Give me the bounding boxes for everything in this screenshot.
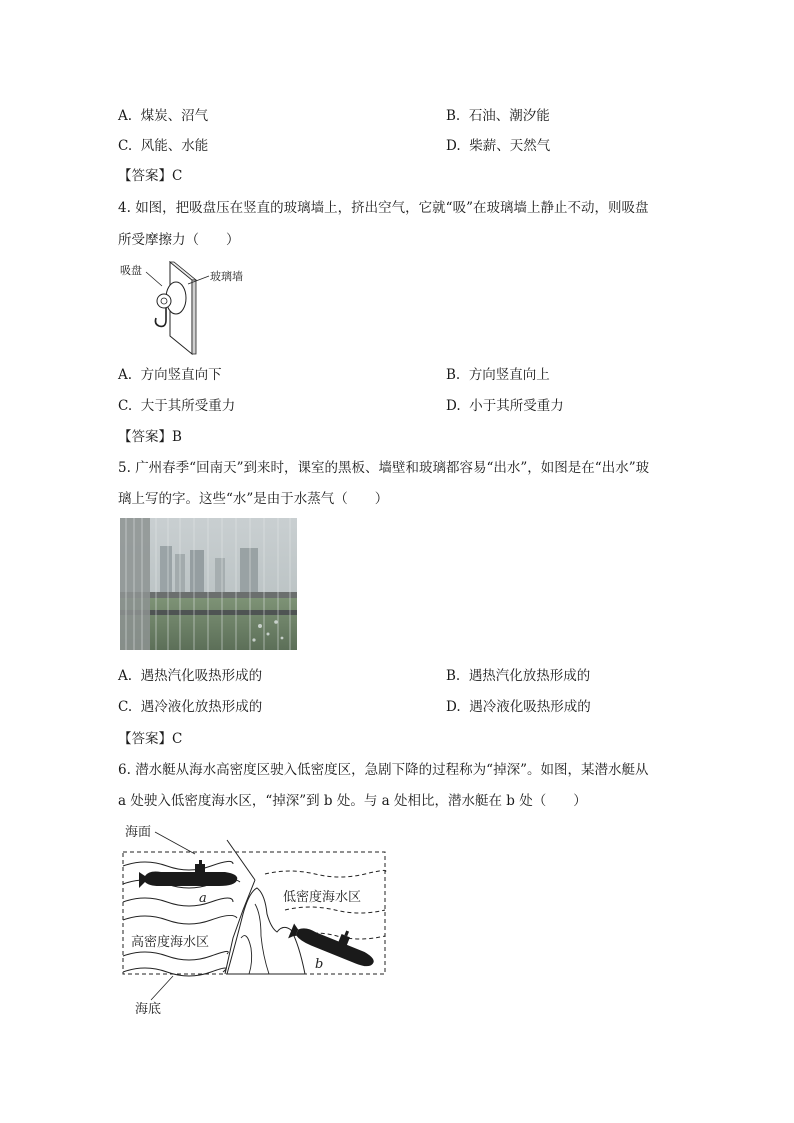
q4-option-a: A. 方向竖直向下: [118, 367, 222, 383]
q4-answer: 【答案】B: [118, 429, 182, 445]
low-density-label: 低密度海水区: [283, 890, 362, 905]
q3-option-d: D. 柴薪、天然气: [446, 138, 551, 154]
q3-option-c: C. 风能、水能: [118, 138, 209, 154]
q5-answer: 【答案】C: [118, 731, 183, 747]
q3-option-d-text: 柴薪、天然气: [469, 138, 551, 154]
suction-cup-label: 吸盘: [120, 264, 142, 277]
q4-option-c: C. 大于其所受重力: [118, 398, 236, 414]
q4-number: 4.: [118, 200, 131, 216]
q3-option-a-text: 煤炭、沼气: [140, 108, 209, 124]
glass-wall-label: 玻璃墙: [210, 270, 243, 283]
point-b-label: b: [315, 957, 324, 972]
q3-option-c-text: 风能、水能: [140, 138, 209, 154]
q5-option-c: C. 遇冷液化放热形成的: [118, 699, 263, 715]
q5-stem-line1: 5. 广州春季“回南天”到来时，课室的黑板、墙壁和玻璃都容易“出水”，如图是在“出水”玻: [118, 460, 650, 476]
q4-option-b: B. 方向竖直向上: [446, 367, 550, 383]
q4-suction-cup-figure: [116, 258, 256, 358]
point-a-label: a: [199, 891, 207, 906]
q6-stem-line2: a 处驶入低密度海水区，“掉深”到 b 处。与 a 处相比，潜水艇在 b 处（ ）: [118, 793, 587, 809]
sea-floor-label: 海底: [135, 1002, 162, 1017]
q3-option-a: A. 煤炭、沼气: [118, 108, 209, 124]
q3-answer: 【答案】C: [118, 168, 183, 184]
fogged-window-photo: [120, 518, 297, 650]
q3-option-b-text: 石油、潮汐能: [468, 108, 550, 124]
q6-submarine-figure: [115, 818, 395, 1018]
q5-option-b: B. 遇热汽化放热形成的: [446, 668, 591, 684]
q5-option-a: A. 遇热汽化吸热形成的: [118, 668, 263, 684]
q5-stem-line2: 璃上写的字。这些“水”是由于水蒸气（ ）: [118, 491, 389, 507]
q4-stem-line1: 4. 如图，把吸盘压在竖直的玻璃墙上，挤出空气，它就“吸”在玻璃墙上静止不动，则吸盘: [118, 200, 649, 216]
q4-stem-line2: 所受摩擦力（ ）: [118, 232, 240, 248]
sea-surface-label: 海面: [125, 825, 152, 840]
q6-stem-line1: 6. 潜水艇从海水高密度区驶入低密度区，急剧下降的过程称为“掉深”。如图，某潜水艇从: [118, 762, 649, 778]
q3-option-b: B. 石油、潮汐能: [446, 108, 550, 124]
submarine-a: [139, 860, 237, 888]
q4-option-d: D. 小于其所受重力: [446, 398, 564, 414]
q5-option-d: D. 遇冷液化吸热形成的: [446, 699, 591, 715]
q6-number: 6.: [118, 762, 131, 778]
high-density-label: 高密度海水区: [131, 935, 210, 950]
hook: [155, 308, 166, 326]
q5-number: 5.: [118, 460, 131, 476]
